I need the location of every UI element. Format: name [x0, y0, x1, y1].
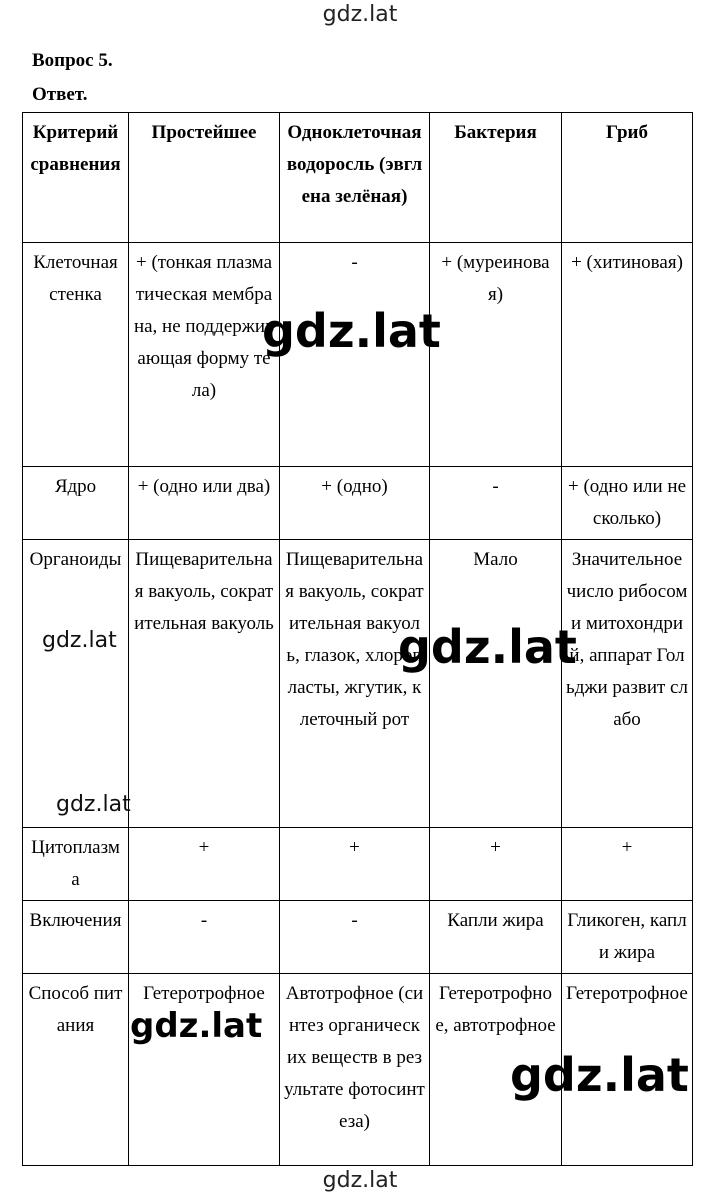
header-fungus: Гриб	[562, 113, 693, 243]
table-cell: Гетеротрофное	[129, 974, 280, 1166]
table-cell: + (одно)	[280, 467, 430, 540]
watermark-overlay: gdz.lat	[510, 1048, 689, 1102]
watermark-overlay: gdz.lat	[130, 1006, 263, 1046]
watermark-overlay: gdz.lat	[398, 620, 577, 674]
watermark-overlay: gdz.lat	[262, 304, 441, 358]
row-label: Цитоплазма	[23, 828, 129, 901]
table-cell: Пищеварительная вакуоль, сократительная вакуоль	[129, 540, 280, 828]
table-cell: -	[280, 901, 430, 974]
watermark-top: gdz.lat	[322, 2, 398, 27]
table-cell: + (муреиновая)	[430, 243, 562, 467]
table-cell: Мало	[430, 540, 562, 828]
table-cell: Гетеротрофное	[562, 974, 693, 1166]
table-row	[23, 828, 693, 901]
table-cell: Капли жира	[430, 901, 562, 974]
header-criterion: Критерий сравнения	[23, 113, 129, 243]
table-cell: Гликоген, капли жира	[562, 901, 693, 974]
watermark-small: gdz.lat	[42, 628, 117, 653]
question-heading: Вопрос 5.	[32, 50, 113, 71]
table-cell: -	[280, 243, 430, 467]
row-label: Включения	[23, 901, 129, 974]
row-label: Клеточная стенка	[23, 243, 129, 467]
table-cell: +	[430, 828, 562, 901]
table-cell: + (хитиновая)	[562, 243, 693, 467]
table-header-row	[23, 113, 693, 243]
table-cell: + (тонкая плазматическая мембрана, не поддерживающая форму тела)	[129, 243, 280, 467]
row-label: Способ питания	[23, 974, 129, 1166]
table-cell: + (одно или несколько)	[562, 467, 693, 540]
comparison-table	[22, 112, 693, 1166]
table-cell: -	[430, 467, 562, 540]
header-alga: Одноклеточная водоросль (эвглена зелёная)	[280, 113, 430, 243]
table-row	[23, 467, 693, 540]
row-label: Ядро	[23, 467, 129, 540]
table-cell: Значительное число рибосом и митохондрий, аппарат Гольджи развит слабо	[562, 540, 693, 828]
table-row	[23, 540, 693, 828]
table-cell: +	[280, 828, 430, 901]
table-cell: Пищеварительная вакуоль, сократительная вакуоль, глазок, хлоропласты, жгутик, клеточный рот	[280, 540, 430, 828]
watermark-bottom: gdz.lat	[322, 1168, 398, 1193]
table-cell: +	[129, 828, 280, 901]
table-cell: +	[562, 828, 693, 901]
table-row	[23, 901, 693, 974]
answer-heading: Ответ.	[32, 84, 88, 105]
table-cell: -	[129, 901, 280, 974]
watermark-small: gdz.lat	[56, 792, 131, 817]
table-cell: Автотрофное (синтез органических веществ в результате фотосинтеза)	[280, 974, 430, 1166]
table-cell: Гетеротрофное, автотрофное	[430, 974, 562, 1166]
table-cell: + (одно или два)	[129, 467, 280, 540]
header-protozoan: Простейшее	[129, 113, 280, 243]
row-label: Органоиды	[23, 540, 129, 828]
header-bacterium: Бактерия	[430, 113, 562, 243]
